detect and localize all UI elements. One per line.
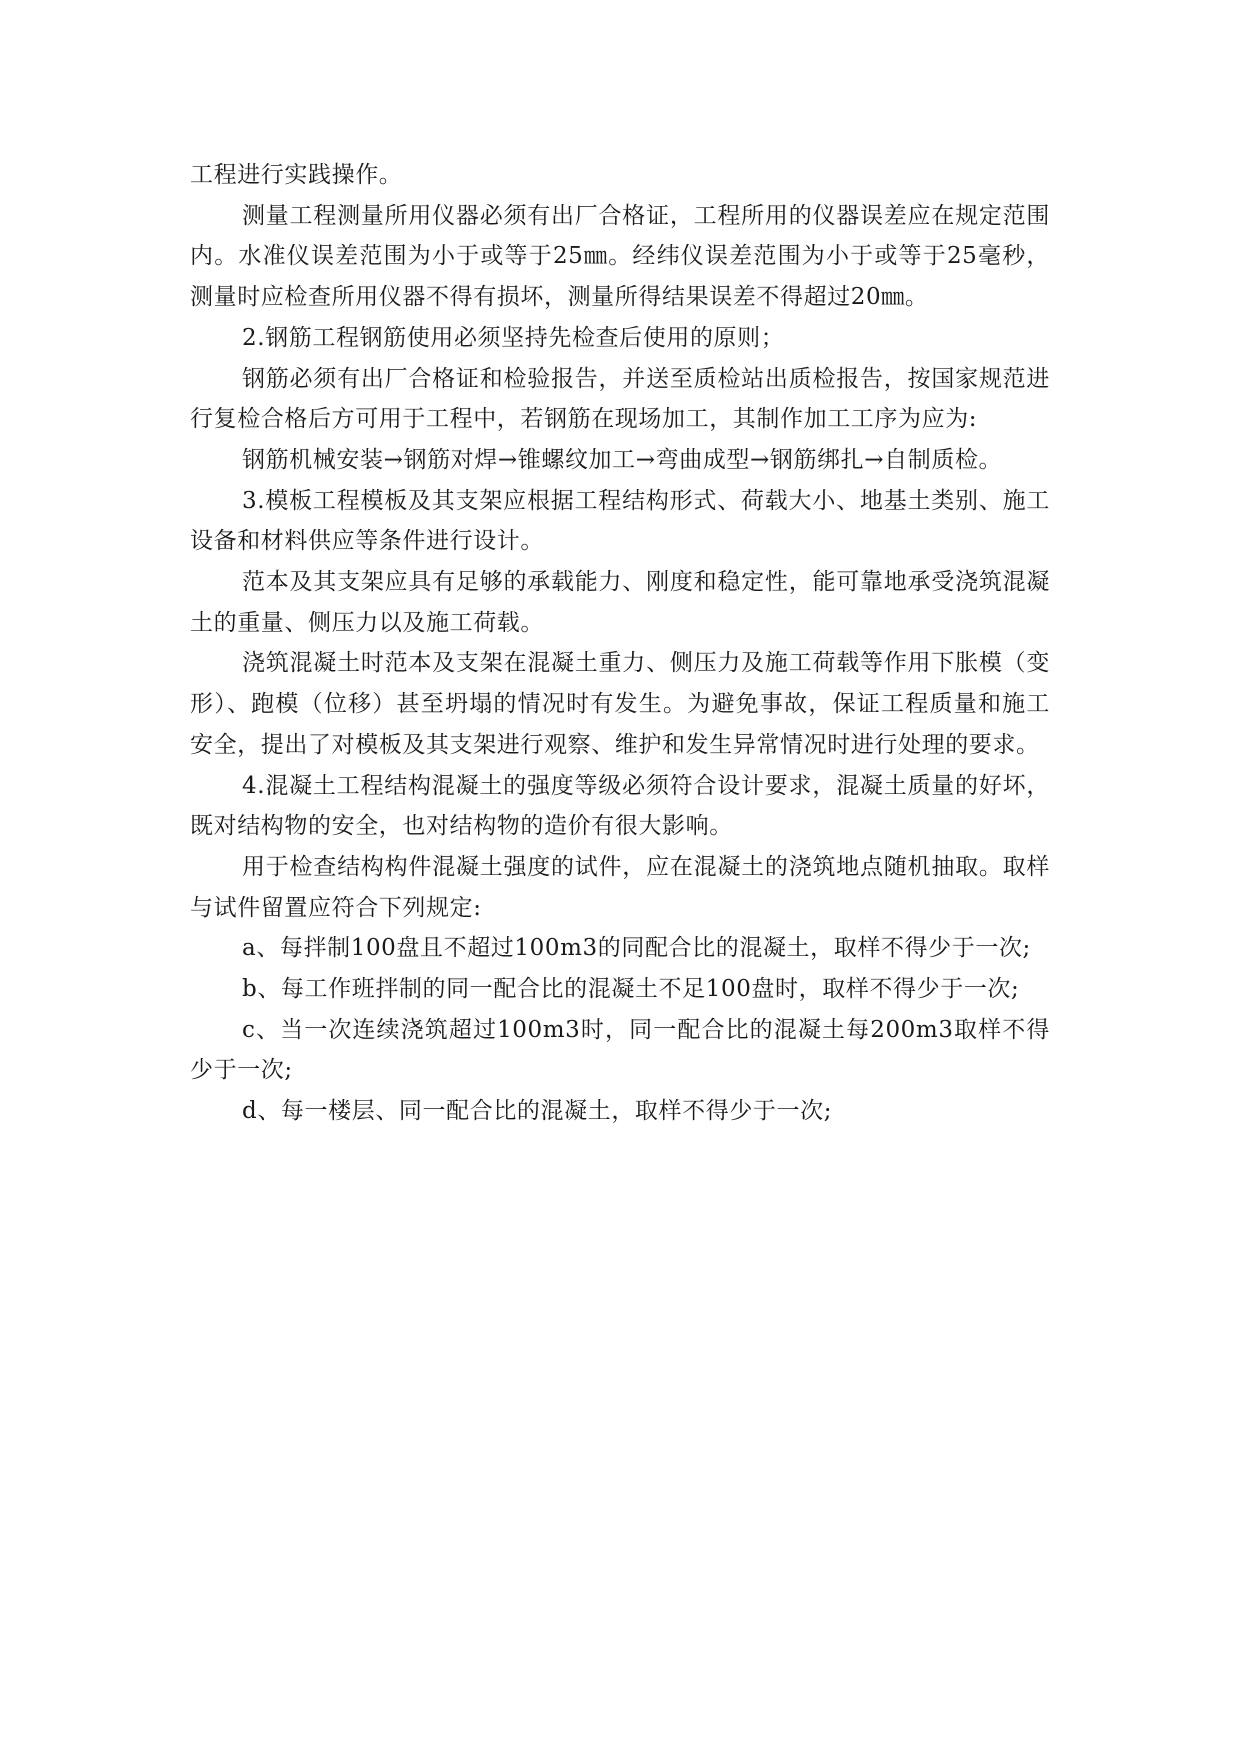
list-item-c: c、当一次连续浇筑超过100m3时，同一配合比的混凝土每200m3取样不得少于一次;: [190, 1016, 1050, 1084]
paragraph-rebar-heading: 2.钢筋工程钢筋使用必须坚持先检查后使用的原则；: [242, 324, 785, 351]
list-item-d: d、每一楼层、同一配合比的混凝土，取样不得少于一次;: [242, 1098, 833, 1125]
paragraph-survey-engineering: 测量工程测量所用仪器必须有出厂合格证，工程所用的仪器误差应在规定范围内。水准仪误差范围为小于或等于25㎜。经纬仪误差范围为小于或等于25毫秒，测量时应检查所用仪器不得有损坏，测量所得结果误差不得超过20㎜。: [190, 202, 1050, 311]
paragraph-formwork-heading: 3.模板工程模板及其支架应根据工程结构形式、荷载大小、地基土类别、施工设备和材料供应等条件进行设计。: [190, 487, 1050, 555]
document-body: [190, 155, 1050, 1132]
list-item-a: a、每拌制100盘且不超过100m3的同配合比的混凝土，取样不得少于一次;: [242, 935, 1031, 962]
paragraph-rebar-requirements: 钢筋必须有出厂合格证和检验报告，并送至质检站出质检报告，按国家规范进行复检合格后方可用于工程中，若钢筋在现场加工，其制作加工工序为应为:: [190, 365, 1050, 433]
list-item-b: b、每工作班拌制的同一配合比的混凝土不足100盘时，取样不得少于一次;: [242, 976, 1020, 1003]
paragraph-continuation: 工程进行实践操作。: [190, 162, 403, 188]
paragraph-formwork-capacity: 范本及其支架应具有足够的承载能力、刚度和稳定性，能可靠地承受浇筑混凝土的重量、侧压力以及施工荷载。: [190, 569, 1050, 636]
paragraph-concrete-sampling: 用于检查结构构件混凝土强度的试件，应在混凝土的浇筑地点随机抽取。取样与试件留置应符合下列规定:: [190, 853, 1050, 921]
paragraph-concrete-heading: 4.混凝土工程结构混凝土的强度等级必须符合设计要求，混凝土质量的好坏，既对结构物的安全，也对结构物的造价有很大影响。: [190, 772, 1050, 840]
paragraph-formwork-safety: 浇筑混凝土时范本及支架在混凝土重力、侧压力及施工荷载等作用下胀模（变形）、跑模（位移）甚至坍塌的情况时有发生。为避免事故，保证工程质量和施工安全，提出了对模板及其支架进行观察、维护和发生异常情况时进行处理的要求。: [190, 650, 1050, 758]
paragraph-rebar-process: 钢筋机械安装→钢筋对焊→锥螺纹加工→弯曲成型→钢筋绑扎→自制质检。: [242, 446, 1003, 473]
